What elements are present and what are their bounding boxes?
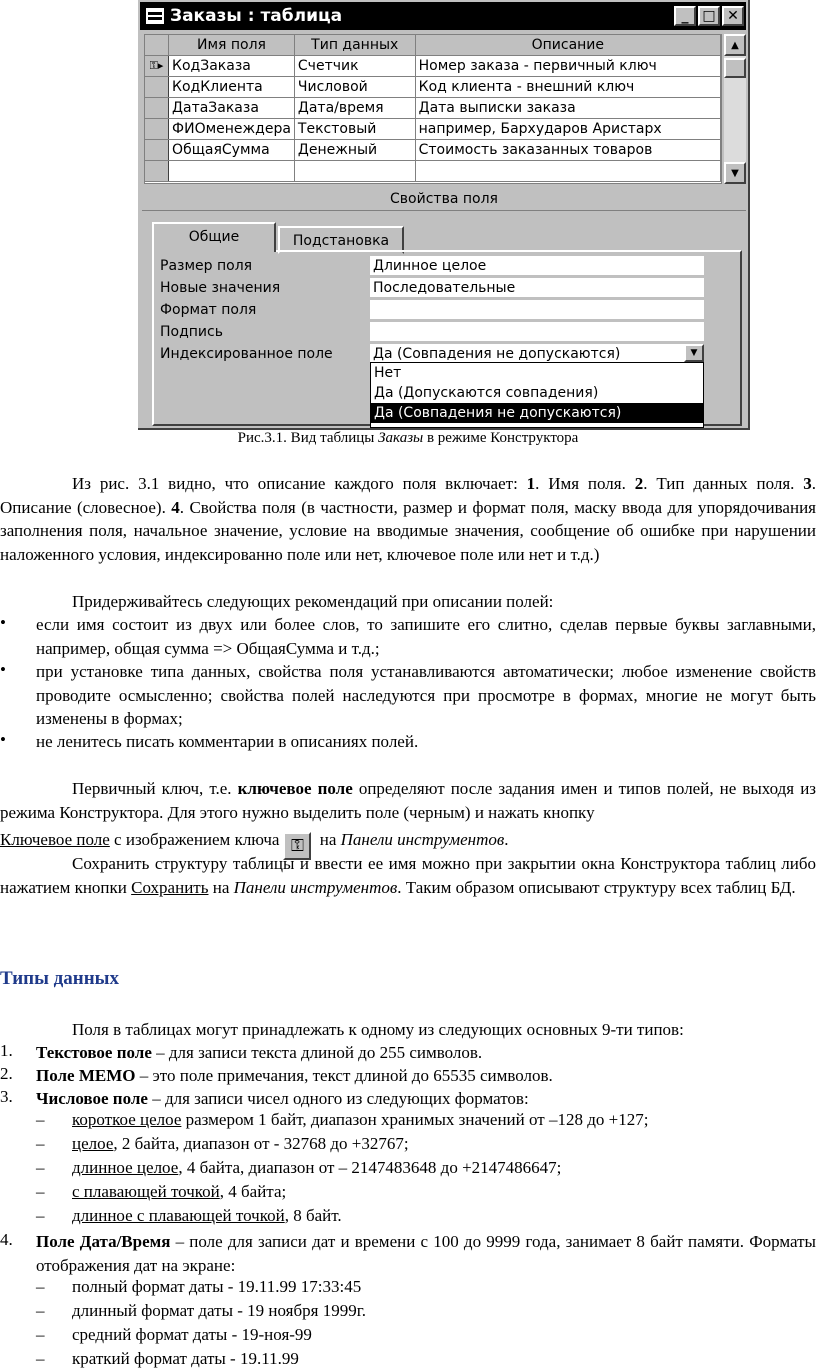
prop-label: Размер поля: [160, 258, 253, 274]
list-number: 3.: [0, 1087, 13, 1106]
dash-marker: –: [36, 1277, 45, 1296]
list-item: Поле Дата/Время – поле для записи дат и времени с 100 до 9999 года, занимает 8 байт памяти. Форматы отображения дат на экране:: [36, 1232, 816, 1275]
prop-value-new-values[interactable]: Последовательные: [370, 278, 704, 298]
dash-marker: –: [36, 1325, 45, 1344]
list-item: средний формат даты - 19-ноя-99: [72, 1325, 312, 1344]
list-item: если имя состоит из двух или более слов, то запишите его слитно, сделав первые буквы заглавными, например, общая сумма => ОбщаяСумма и т.д.;: [36, 615, 816, 658]
field-type-cell[interactable]: Числовой: [294, 77, 415, 98]
row-selector[interactable]: [145, 140, 169, 161]
title-bar: [140, 2, 746, 30]
prop-value-indexed[interactable]: [370, 344, 704, 364]
row-selector[interactable]: [145, 77, 169, 98]
tab-general[interactable]: Общие: [152, 222, 276, 252]
row-selector-header: [145, 35, 169, 56]
field-desc-cell[interactable]: Код клиента - внешний ключ: [415, 77, 720, 98]
scroll-thumb[interactable]: [724, 58, 746, 78]
prop-value-format[interactable]: [370, 300, 704, 320]
key-icon: ⚿: [283, 832, 311, 860]
table-icon: [146, 8, 164, 24]
indexed-select-value: Да (Совпадения не допускаются): [373, 346, 621, 362]
indexed-dropdown-list: [370, 362, 704, 428]
field-name-cell[interactable]: ФИОменеждера: [169, 119, 295, 140]
list-item: Поле МЕМО – это поле примечания, текст длиной до 65535 символов.: [36, 1066, 553, 1085]
table-row[interactable]: [145, 56, 721, 77]
bullet-icon: •: [0, 660, 6, 679]
field-name-cell[interactable]: ОбщаяСумма: [169, 140, 295, 161]
table-row[interactable]: [145, 98, 721, 119]
dash-marker: –: [36, 1158, 45, 1177]
field-desc-cell[interactable]: например, Бархударов Аристарх: [415, 119, 720, 140]
maximize-button[interactable]: □: [698, 6, 720, 26]
field-name-cell[interactable]: КодКлиента: [169, 77, 295, 98]
close-button[interactable]: ✕: [722, 6, 744, 26]
vertical-scrollbar[interactable]: [724, 34, 746, 184]
chevron-down-icon[interactable]: ▼: [684, 344, 704, 362]
field-name-cell[interactable]: КодЗаказа: [169, 56, 295, 77]
field-grid: [144, 34, 722, 184]
prop-label: Новые значения: [160, 280, 281, 296]
list-item: при установке типа данных, свойства поля устанавливаются автоматически; любое изменение свойств проводите осмысленно; свойства полей наследуются при просмотре в формах, многие не могут быть изменены в формах;: [36, 662, 816, 728]
table-row[interactable]: [145, 119, 721, 140]
list-number: 2.: [0, 1064, 13, 1083]
dropdown-option[interactable]: Да (Допускаются совпадения): [374, 385, 599, 401]
field-type-cell[interactable]: Счетчик: [294, 56, 415, 77]
paragraph-field-description: Из рис. 3.1 видно, что описание каждого поля включает: 1. Имя поля. 2. Тип данных поля. 3. Описание (словесное). 4. Свойства поля (в частности, размер и формат поля, маску ввода для упорядочивания заполнения поля, начальное значение, условие на вводимые значения, сообщение об ошибке при нарушении наложенного условия, индексированно поле или нет, ключевое поле или нет и т.д.): [0, 474, 816, 564]
field-properties-header: Свойства поля: [142, 188, 746, 211]
list-item: короткое целое размером 1 байт, диапазон хранимых значений от –128 до +127;: [72, 1110, 649, 1129]
bullet-icon: •: [0, 730, 6, 749]
minimize-button[interactable]: _: [674, 6, 696, 26]
primary-key-icon[interactable]: ⚿▸: [145, 56, 169, 77]
list-item: с плавающей точкой, 4 байта;: [72, 1182, 287, 1201]
dash-marker: –: [36, 1182, 45, 1201]
field-type-cell[interactable]: Дата/время: [294, 98, 415, 119]
dropdown-option-selected[interactable]: Да (Совпадения не допускаются): [371, 403, 703, 423]
dash-marker: –: [36, 1206, 45, 1225]
section-heading: Типы данных: [0, 968, 120, 989]
table-row-empty[interactable]: [145, 161, 721, 182]
paragraph-save: Сохранить структуру таблицы и ввести ее имя можно при закрытии окна Конструктора таблиц либо нажатием кнопки Сохранить на Панели инструментов. Таким образом описывают структуру всех таблиц БД.: [0, 854, 816, 897]
prop-label: Подпись: [160, 324, 223, 340]
list-item: Текстовое поле – для записи текста длиной до 255 символов.: [36, 1043, 483, 1062]
column-header-type: Тип данных: [294, 35, 415, 56]
dash-marker: –: [36, 1110, 45, 1129]
dash-marker: –: [36, 1134, 45, 1153]
table-row[interactable]: [145, 77, 721, 98]
scroll-up-icon[interactable]: ▲: [724, 34, 746, 56]
field-desc-cell[interactable]: Дата выписки заказа: [415, 98, 720, 119]
figure-caption: Рис.3.1. Вид таблицы Заказы в режиме Конструктора: [237, 430, 579, 446]
table-design-window: [138, 0, 750, 430]
list-item: длинное с плавающей точкой, 8 байт.: [72, 1206, 342, 1225]
prop-value-caption[interactable]: [370, 322, 704, 342]
dropdown-option[interactable]: Нет: [374, 365, 402, 381]
field-type-cell[interactable]: Текстовый: [294, 119, 415, 140]
prop-value-field-size[interactable]: Длинное целое: [370, 256, 704, 276]
field-desc-cell[interactable]: Номер заказа - первичный ключ: [415, 56, 720, 77]
list-item: краткий формат даты - 19.11.99: [72, 1349, 299, 1368]
dash-marker: –: [36, 1301, 45, 1320]
paragraph-types-intro: Поля в таблицах могут принадлежать к одному из следующих основных 9-ти типов:: [72, 1020, 684, 1039]
row-selector[interactable]: [145, 161, 169, 182]
column-header-name: Имя поля: [169, 35, 295, 56]
paragraph-primary-key-cont: Ключевое поле с изображением ключа ⚿ на Панели инструментов.: [0, 828, 816, 860]
window-title: Заказы : таблица: [170, 6, 343, 26]
list-item: целое, 2 байта, диапазон от - 32768 до +32767;: [72, 1134, 409, 1153]
list-number: 4.: [0, 1230, 13, 1249]
paragraph-primary-key: Первичный ключ, т.е. ключевое поле определяют после задания имен и типов полей, не выходя из режима Конструктора. Для этого нужно выделить поле (черным) и нажать кнопку: [0, 779, 816, 822]
field-desc-cell[interactable]: Стоимость заказанных товаров: [415, 140, 720, 161]
grid-header-row: [145, 35, 721, 56]
list-item: полный формат даты - 19.11.99 17:33:45: [72, 1277, 362, 1296]
table-row[interactable]: [145, 140, 721, 161]
list-item: не ленитесь писать комментарии в описаниях полей.: [36, 732, 419, 751]
field-name-cell[interactable]: ДатаЗаказа: [169, 98, 295, 119]
scroll-down-icon[interactable]: ▼: [724, 162, 746, 184]
list-item: длинное целое, 4 байта, диапазон от – 2147483648 до +2147486647;: [72, 1158, 562, 1177]
prop-label: Индексированное поле: [160, 346, 333, 362]
row-selector[interactable]: [145, 98, 169, 119]
paragraph-recommendations: Придерживайтесь следующих рекомендаций при описании полей:: [72, 592, 554, 611]
row-selector[interactable]: [145, 119, 169, 140]
list-item: Числовое поле – для записи чисел одного из следующих форматов:: [36, 1089, 529, 1108]
column-header-desc: Описание: [415, 35, 720, 56]
dash-marker: –: [36, 1349, 45, 1368]
field-type-cell[interactable]: Денежный: [294, 140, 415, 161]
tab-lookup[interactable]: Подстановка: [278, 226, 404, 254]
bullet-icon: •: [0, 613, 6, 632]
list-number: 1.: [0, 1041, 13, 1060]
list-item: длинный формат даты - 19 ноября 1999г.: [72, 1301, 367, 1320]
prop-label: Формат поля: [160, 302, 257, 318]
